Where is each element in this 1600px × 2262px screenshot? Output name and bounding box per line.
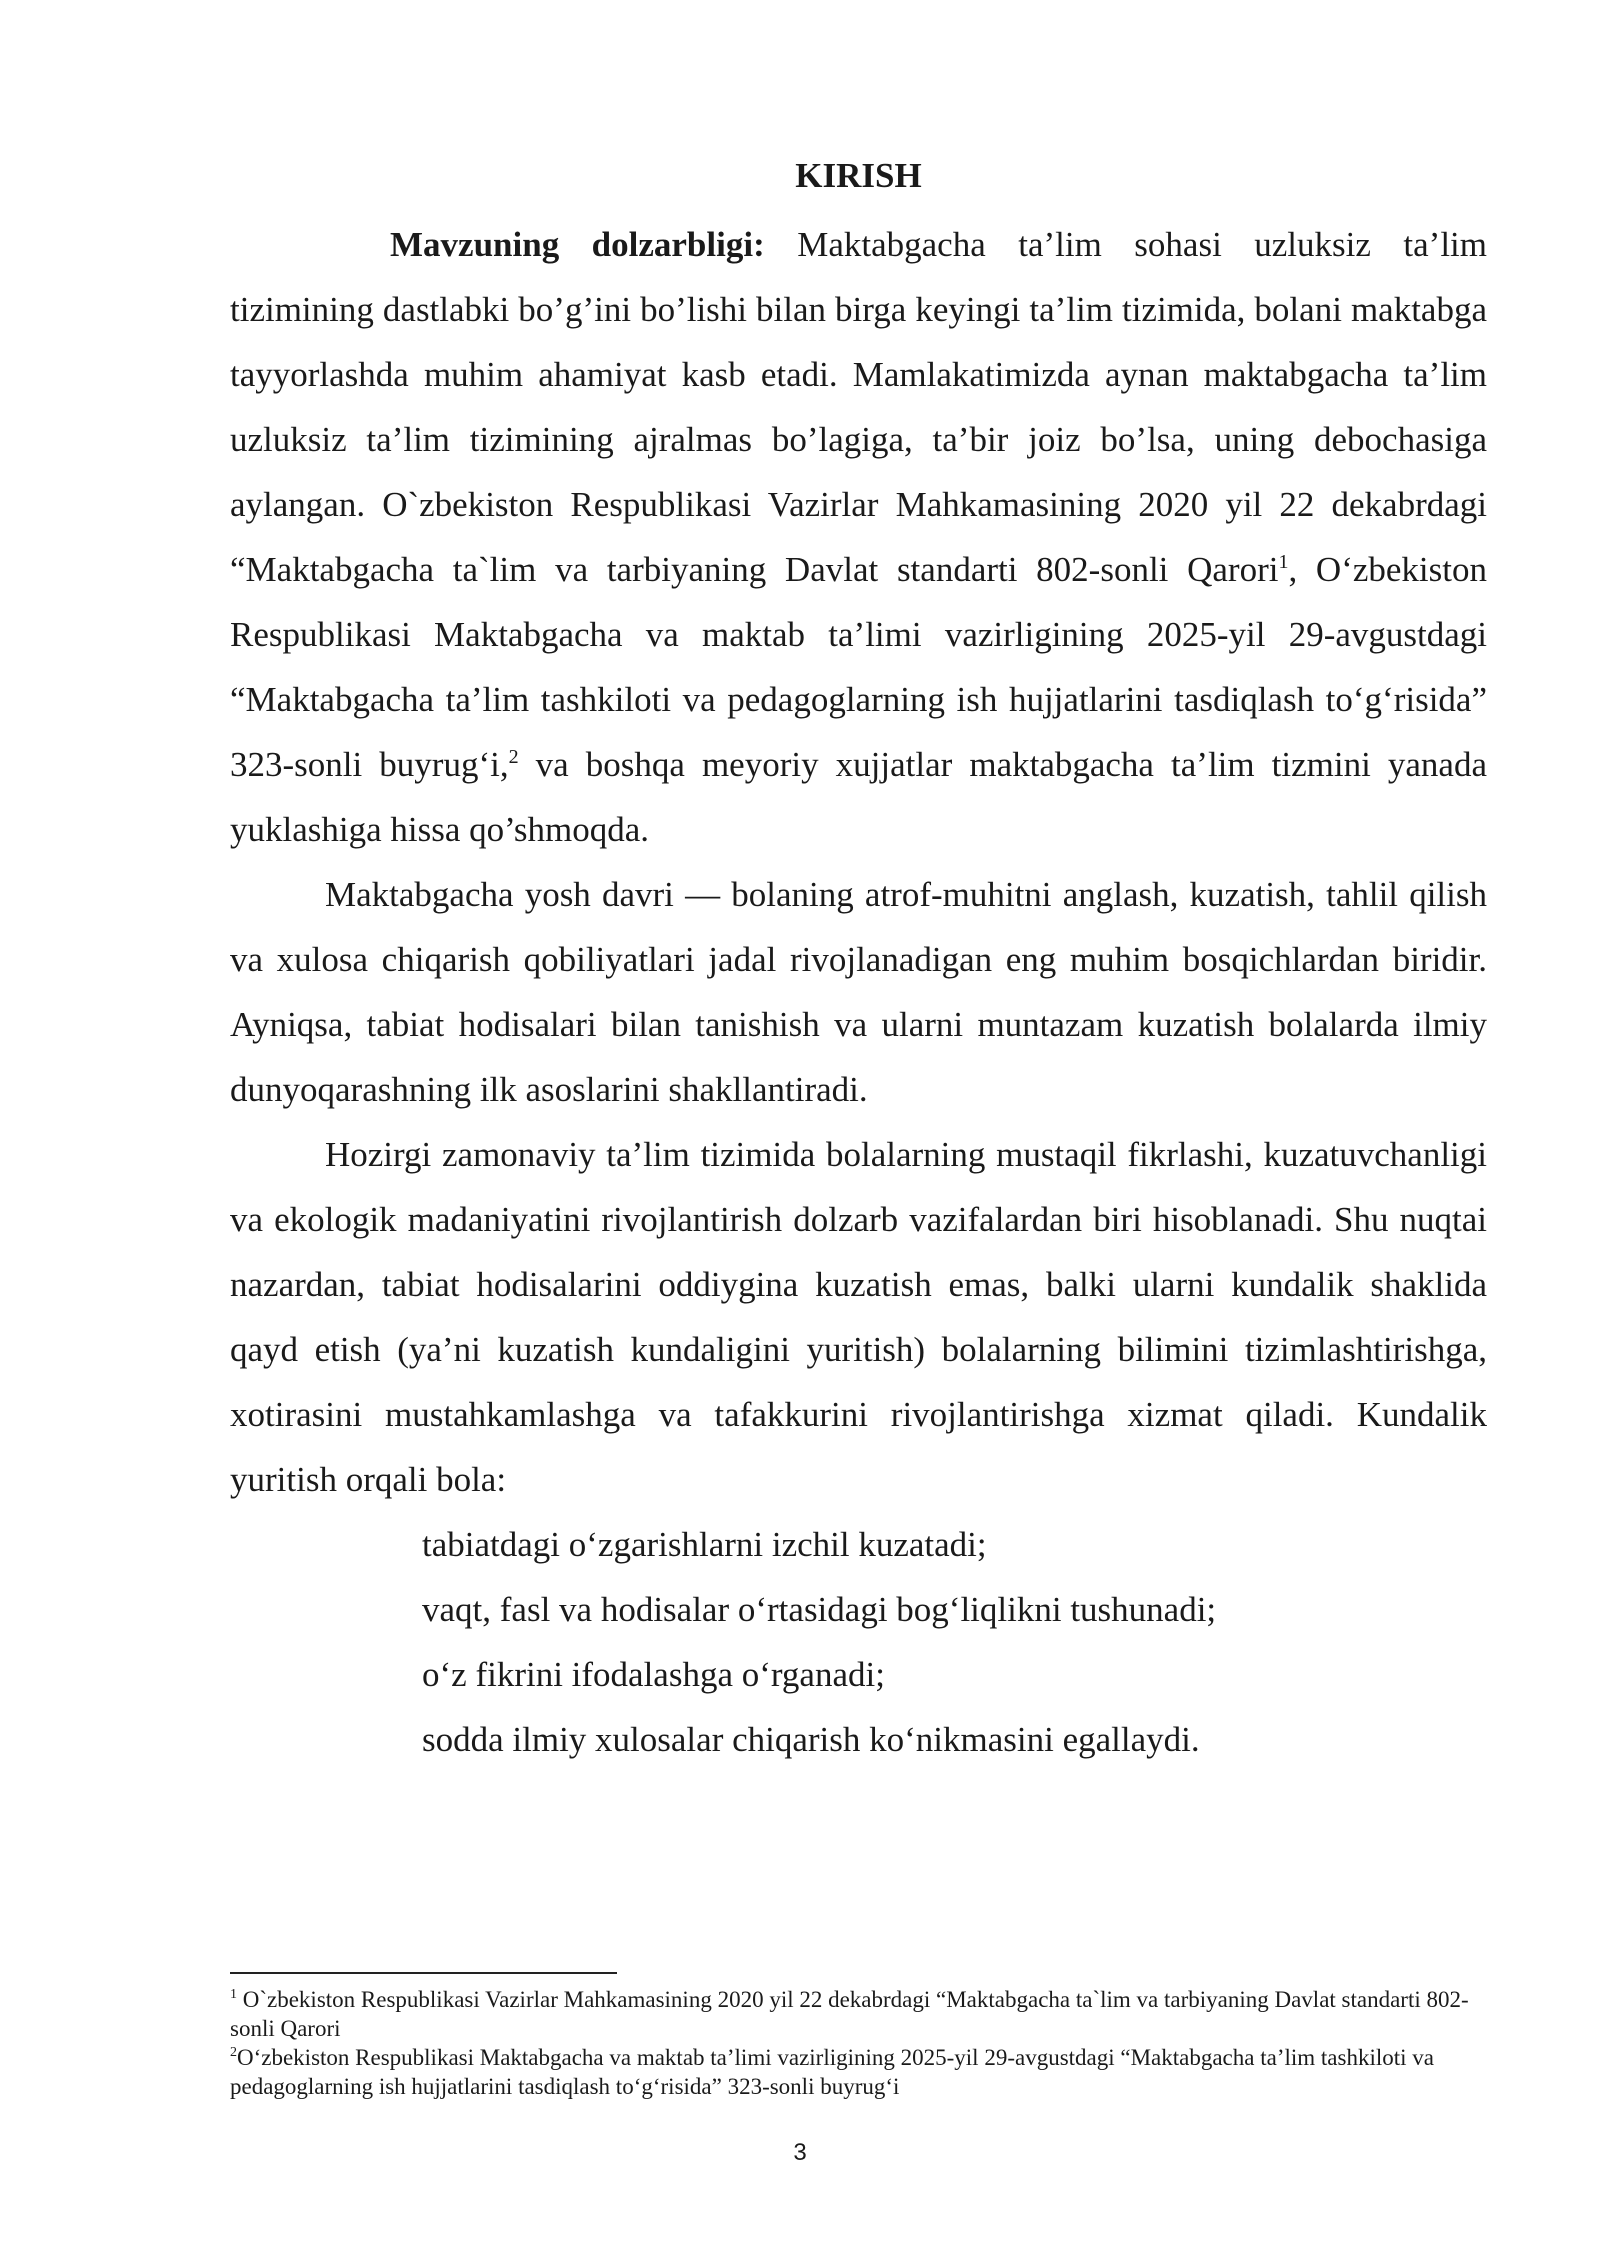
footnote-divider [230, 1972, 617, 1974]
paragraph-relevance [230, 212, 1487, 862]
list-item: tabiatdagi o‘zgarishlarni izchil kuzatadi; [422, 1525, 987, 1564]
footnote-item [230, 1985, 1490, 2043]
list-item: o‘z fikrini ifodalashga o‘rganadi; [422, 1655, 885, 1694]
footnote-text: O`zbekiston Respublikasi Vazirlar Mahkamasining 2020 yil 22 dekabrdagi “Maktabgacha ta`lim va tarbiyaning Davlat standarti 802-sonli Qarori [230, 1987, 1469, 2041]
paragraph-lead-label: Mavzuning dolzarbligi: [390, 225, 765, 264]
paragraph-modern-education: Hozirgi zamonaviy ta’lim tizimida bolalarning mustaqil fikrlashi, kuzatuvchanligi va ekologik madaniyatini rivojlantirish dolzarb vazifalardan biri hisoblanadi. Shu nuqtai nazardan, tabiat hodisalarini oddiygina kuzatish emas, balki ularni kundalik shaklida qayd etish (ya’ni kuzatish kundaligini yuritish) bolalarning bilimini tizimlashtirishga, xotirasini mustahkamlashga va tafakkurini rivojlantirishga xizmat qiladi. Kundalik yuritish orqali bola: [230, 1135, 1487, 1499]
footnote-reference[interactable]: 2 [508, 746, 519, 768]
footnote-item [230, 2043, 1490, 2101]
paragraph-preschool-age: Maktabgacha yosh davri — bolaning atrof-muhitni anglash, kuzatish, tahlil qilish va xulosa chiqarish qobiliyatlari jadal rivojlanadigan eng muhim bosqichlardan biridir. Ayniqsa, tabiat hodisalari bilan tanishish va ularni muntazam kuzatish bolalarda ilmiy dunyoqarashning ilk asoslarini shakllantiradi. [230, 875, 1487, 1109]
page-title: KIRISH [795, 156, 922, 195]
list-item: sodda ilmiy xulosalar chiqarish ko‘nikmasini egallaydi. [422, 1720, 1200, 1759]
footnote-mark: 1 [230, 1987, 237, 2002]
main-content [230, 148, 1487, 1772]
footnote-reference[interactable]: 1 [1278, 551, 1289, 573]
paragraph-text: , O‘zbekiston Respublikasi Maktabgacha va maktab ta’limi vazirligining 2025-yil 29-avgustdagi “Maktabgacha ta’lim tashkiloti va pedagoglarning ish hujjatlarini tasdiqlash to‘g‘risida” 323-sonli buyrug‘i, [230, 550, 1488, 784]
list-item: vaqt, fasl va hodisalar o‘rtasidagi bog‘liqlikni tushunadi; [422, 1590, 1217, 1629]
footnote-mark: 2 [230, 2045, 237, 2060]
paragraph-text: Maktabgacha ta’lim sohasi uzluksiz ta’lim tizimining dastlabki bo’g’ini bo’lishi bilan birga keyingi ta’lim tizimida, bolani maktabga tayyorlashda muhim ahamiyat kasb etadi. Mamlakatimizda aynan maktabgacha ta’lim uzluksiz ta’lim tizimining ajralmas bo’lagiga, ta’bir joiz bo’lsa, uning debochasiga aylangan. O`zbekiston Respublikasi Vazirlar Mahkamasining 2020 yil 22 dekabrdagi “Maktabgacha ta`lim va tarbiyaning Davlat standarti 802-sonli Qarori [230, 225, 1487, 589]
footnotes [230, 1985, 1490, 2101]
footnote-text: O‘zbekiston Respublikasi Maktabgacha va maktab ta’limi vazirligining 2025-yil 29-avgustdagi “Maktabgacha ta’lim tashkiloti va pedagoglarning ish hujjatlarini tasdiqlash to‘g‘risida” 323-sonli buyrug‘i [230, 2045, 1434, 2099]
page-number: 3 [793, 2139, 807, 2166]
paragraph-text: va boshqa meyoriy xujjatlar maktabgacha ta’lim tizmini yanada yuklashiga hissa qo’shmoqda. [230, 745, 1487, 849]
outcomes-list [230, 1512, 1487, 1772]
